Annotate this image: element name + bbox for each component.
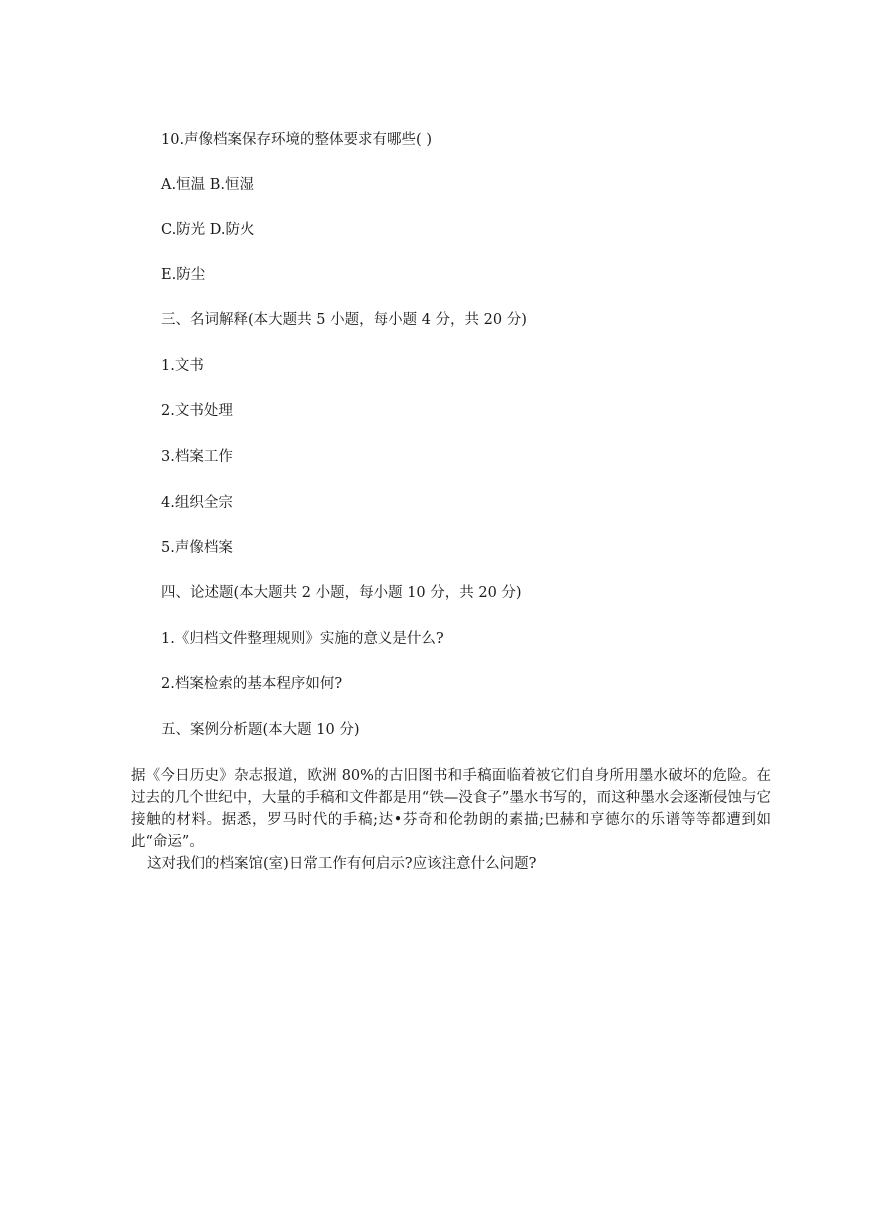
- term-item-2: 2.文书处理: [161, 403, 233, 419]
- essay-item-2: 2.档案检索的基本程序如何?: [161, 676, 343, 692]
- case-study-text: 据《今日历史》杂志报道，欧洲 80%的古旧图书和手稿面临着被它们自身所用墨水破坏的危险。在过去的几个世纪中，大量的手稿和文件都是用“铁—没食子”墨水书写的，而这种墨水会逐渐侵蚀与它接触的材料。据悉，罗马时代的手稿;达•芬奇和伦勃朗的素描;巴赫和亨德尔的乐谱等等都遭到如此“命运”。: [131, 768, 771, 850]
- essay-item-1: 1.《归档文件整理规则》实施的意义是什么?: [161, 631, 444, 647]
- case-study-question: 这对我们的档案馆(室)日常工作有何启示?应该注意什么问题?: [147, 856, 537, 872]
- question-10-option-ab: A.恒温 B.恒湿: [161, 177, 254, 193]
- case-study: [131, 765, 771, 875]
- section-4-heading: 四、论述题(本大题共 2 小题，每小题 10 分，共 20 分): [161, 585, 522, 601]
- term-item-4: 4.组织全宗: [161, 495, 233, 511]
- term-item-1: 1.文书: [161, 358, 204, 374]
- term-item-5: 5.声像档案: [161, 540, 233, 556]
- question-10-option-cd: C.防光 D.防火: [161, 222, 255, 238]
- term-item-3: 3.档案工作: [161, 449, 233, 465]
- question-10-stem: 10.声像档案保存环境的整体要求有哪些( ): [161, 132, 432, 148]
- section-5-heading: 五、案例分析题(本大题 10 分): [161, 722, 360, 738]
- question-10-option-e: E.防尘: [161, 267, 206, 283]
- section-3-heading: 三、名词解释(本大题共 5 小题，每小题 4 分，共 20 分): [161, 312, 527, 328]
